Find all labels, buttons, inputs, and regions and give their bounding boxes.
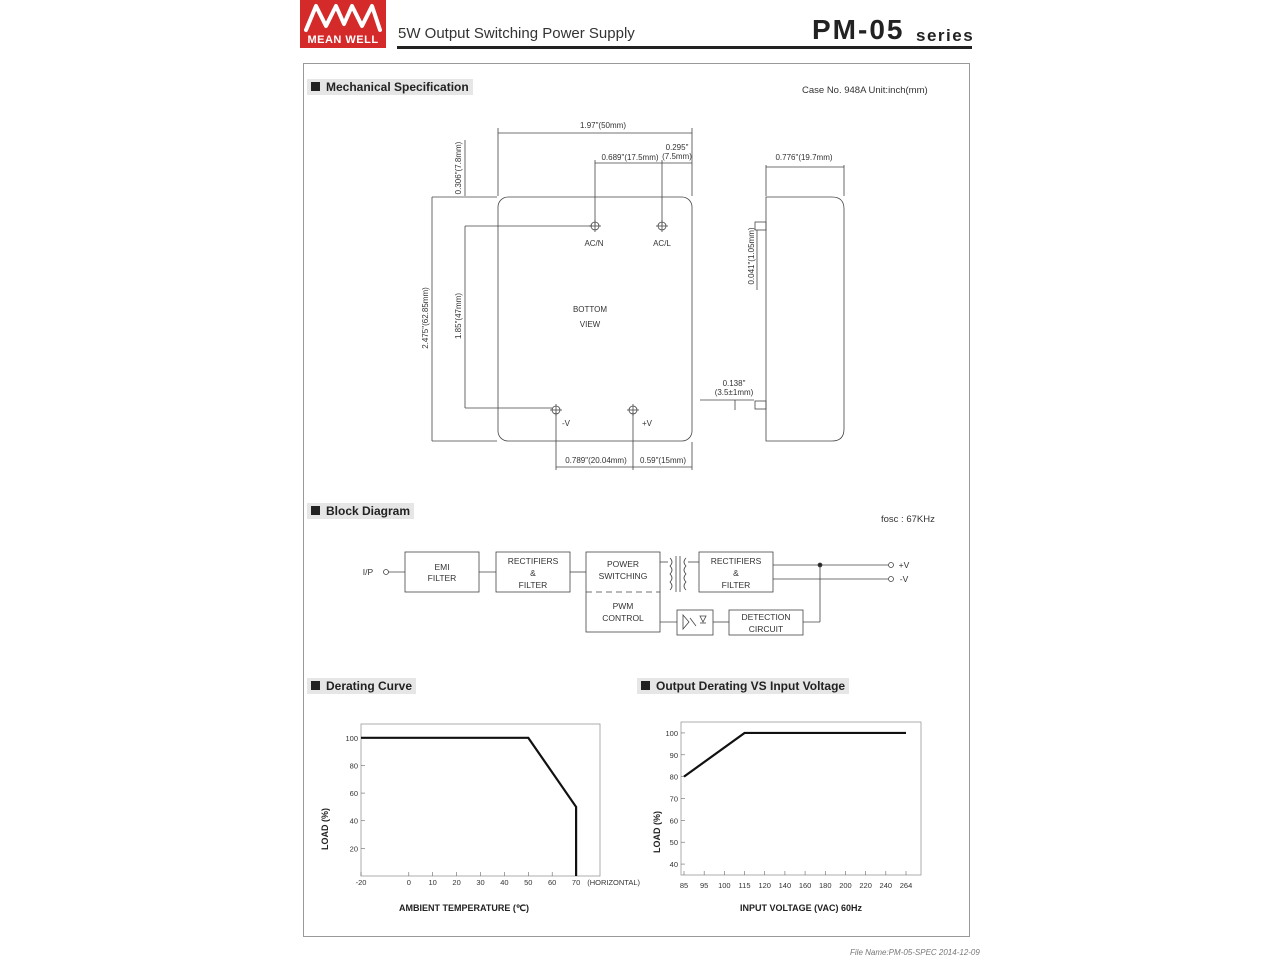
- dim-pin-spacing: 1.85"(47mm): [454, 293, 463, 339]
- input-derating-y-tick-label: 80: [669, 772, 678, 782]
- input-derating-x-tick-label: 160: [798, 881, 812, 890]
- dim-pin-len-1: 0.138": [722, 379, 746, 388]
- input-derating-x-tick-label: 220: [859, 881, 872, 890]
- dim-bottom-b: 0.59"(15mm): [640, 456, 686, 465]
- label-acl: AC/L: [653, 239, 671, 248]
- label-bottom: BOTTOM: [572, 305, 608, 314]
- input-derating-x-tick-label: 180: [819, 881, 832, 890]
- dim-pin-a: 0.689"(17.5mm): [601, 153, 659, 162]
- case-note: Case No. 948A Unit:inch(mm): [802, 85, 928, 96]
- label-acn: AC/N: [584, 239, 604, 248]
- dim-pin-b-1: 0.295": [665, 143, 689, 152]
- pwm-label-2: CONTROL: [602, 613, 644, 623]
- derating-x-tick-label: 0: [406, 878, 411, 887]
- input-derating-x-tick-label: 95: [700, 881, 709, 890]
- det-label-2: CIRCUIT: [748, 624, 784, 634]
- derating-x-tick-label: -20: [355, 878, 367, 887]
- derating-x-tick-label: 40: [500, 878, 509, 887]
- derating-section-title: Derating Curve: [326, 679, 413, 693]
- psw-label-1: POWER: [606, 559, 640, 569]
- input-derating-y-axis-label: LOAD (%): [652, 811, 662, 853]
- psw-label-2: SWITCHING: [598, 571, 648, 581]
- label-vneg: -V: [562, 419, 570, 428]
- label-ip: I/P: [362, 567, 374, 577]
- derating-x-tick-label: 30: [476, 878, 485, 887]
- block-section-title: Block Diagram: [326, 504, 411, 518]
- dim-height: 2.475"(62.85mm): [421, 287, 430, 349]
- footer-file-info: File Name:PM-05-SPEC 2014-12-09: [850, 948, 980, 957]
- det-label-1: DETECTION: [741, 612, 791, 622]
- dim-pin-b-2: (7.5mm): [662, 152, 692, 161]
- derating-y-tick-label: 40: [349, 816, 358, 826]
- page-title: 5W Output Switching Power Supply: [398, 25, 635, 42]
- series-name: PM-05: [812, 14, 905, 45]
- input-derating-plot-area: [681, 722, 921, 875]
- input-derating-x-tick-label: 115: [738, 881, 751, 890]
- logo-text: MEAN WELL: [307, 34, 379, 46]
- derating-y-tick-label: 60: [349, 789, 358, 799]
- input-derating-y-tick-label: 60: [669, 816, 678, 826]
- dim-side-offset: 0.041"(1.05mm): [747, 227, 756, 285]
- derating-x-tick-label: 50: [524, 878, 533, 887]
- dim-side: 0.776"(19.7mm): [775, 153, 833, 162]
- input-derating-x-axis-label: INPUT VOLTAGE (VAC) 60Hz: [739, 903, 863, 913]
- input-derating-x-tick-label: 200: [839, 881, 852, 890]
- derating-y-tick-label: 20: [349, 844, 358, 854]
- derating-y-tick-label: 80: [349, 761, 358, 771]
- rect1-label-1: RECTIFIERS: [507, 556, 559, 566]
- derating-x-tick-label: 10: [428, 878, 437, 887]
- emi-label-1: EMI: [434, 562, 450, 572]
- derating-y-axis-label: LOAD (%): [320, 808, 330, 850]
- dim-pin-len-2: (3.5±1mm): [714, 388, 754, 397]
- series-suffix: series: [916, 26, 975, 45]
- rect2-label-3: FILTER: [721, 580, 751, 590]
- derating-y-tick-label: 100: [345, 733, 358, 743]
- label-view: VIEW: [579, 320, 601, 329]
- mechanical-section-title: Mechanical Specification: [326, 80, 469, 94]
- derating-x-tick-label: 70: [571, 878, 581, 887]
- input-derating-y-tick-label: 40: [669, 860, 678, 870]
- input-derating-series-line: [684, 733, 906, 777]
- rect1-label-2: &: [530, 568, 536, 578]
- rect2-label-1: RECTIFIERS: [710, 556, 762, 566]
- derating-x-axis-label: AMBIENT TEMPERATURE (℃): [399, 903, 529, 913]
- fosc-note: fosc : 67KHz: [881, 514, 935, 525]
- pwm-label-1: PWM: [612, 601, 634, 611]
- input-derating-x-tick-label: 85: [679, 881, 689, 890]
- input-derating-x-tick-label: 100: [718, 881, 731, 890]
- emi-label-2: FILTER: [427, 573, 457, 583]
- rect2-label-2: &: [733, 568, 739, 578]
- input-derating-x-tick-label: 240: [879, 881, 893, 890]
- out-pos-label: +V: [898, 560, 910, 570]
- input-derating-y-tick-label: 100: [665, 728, 678, 738]
- dim-width: 1.97"(50mm): [580, 121, 626, 130]
- dim-bottom-a: 0.789"(20.04mm): [565, 456, 627, 465]
- rect1-label-3: FILTER: [518, 580, 548, 590]
- derating-x-tick-label: 20: [452, 878, 461, 887]
- input-derating-y-tick-label: 70: [669, 794, 678, 804]
- input-derating-x-tick-label: 264: [899, 881, 913, 890]
- derating-x-tick-label: 60: [548, 878, 557, 887]
- derating-x-suffix: (HORIZONTAL): [587, 878, 640, 887]
- input-derating-y-tick-label: 90: [669, 750, 678, 760]
- input-derating-x-tick-label: 140: [778, 881, 792, 890]
- input-derating-x-tick-label: 120: [758, 881, 771, 890]
- input-derating-section-title: Output Derating VS Input Voltage: [656, 679, 846, 693]
- out-neg-label: -V: [899, 574, 909, 584]
- label-vpos: +V: [641, 419, 653, 428]
- input-derating-y-tick-label: 50: [669, 838, 678, 848]
- dim-top-offset: 0.306"(7.8mm): [454, 141, 463, 195]
